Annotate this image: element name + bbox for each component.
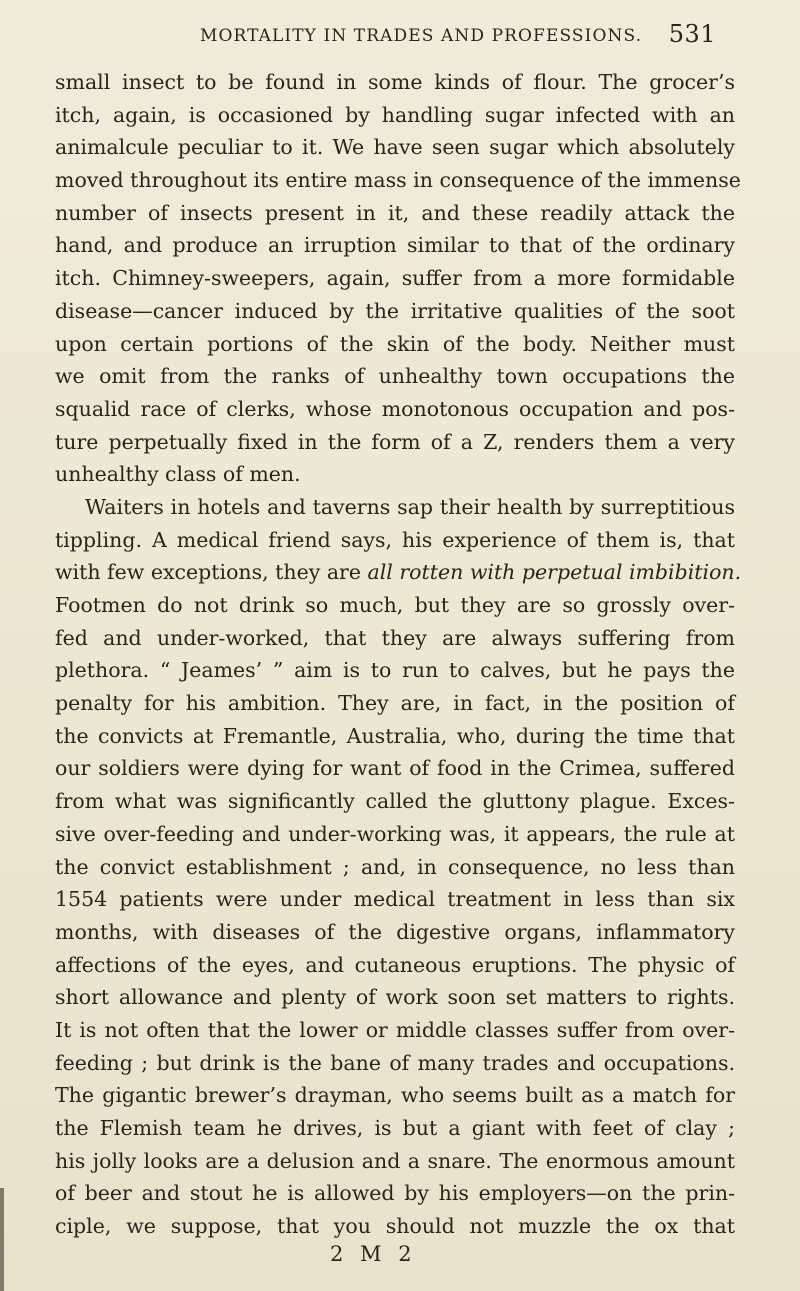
- page-edge-mark: [0, 1188, 4, 1291]
- text-line: months, with diseases of the digestive organs, inflammatory: [55, 919, 735, 944]
- text-line: feeding ; but drink is the bane of many trades and occupations.: [55, 1050, 735, 1075]
- text-line: animalcule peculiar to it. We have seen sugar which absolutely: [55, 135, 735, 160]
- text-line: the convict establishment ; and, in consequence, no less than: [55, 854, 735, 879]
- text-line: moved throughout its entire mass in consequence of the immense: [55, 168, 741, 193]
- text-line: small insect to be found in some kinds of flour. The grocer’s: [55, 70, 735, 94]
- text-line: affections of the eyes, and cutaneous eruptions. The physic of: [55, 952, 735, 977]
- text-line: sive over-feeding and under-working was, it appears, the rule at: [55, 821, 735, 846]
- text-line: ture perpetually fixed in the form of a Z, renders them a very: [55, 429, 735, 454]
- text-line: hand, and produce an irruption similar to that of the ordinary: [55, 233, 735, 258]
- text-line: The gigantic brewer’s drayman, who seems built as a match for: [55, 1083, 735, 1108]
- text-line-roman: with few exceptions, they are: [55, 560, 368, 585]
- text-line: Footmen do not drink so much, but they are so grossly over-: [55, 593, 735, 617]
- text-line: 1554 patients were under medical treatment in less than six: [55, 887, 735, 912]
- text-line: upon certain portions of the skin of the body. Neither must: [55, 331, 735, 356]
- running-head: MORTALITY IN TRADES AND PROFESSIONS.: [200, 26, 643, 46]
- text-line: penalty for his ambition. They are, in fact, in the position of: [55, 691, 735, 716]
- text-line: disease—cancer induced by the irritative qualities of the soot: [55, 298, 735, 323]
- text-line: the Flemish team he drives, is but a giant with feet of clay ;: [55, 1116, 735, 1140]
- signature-mark: 2 M 2: [330, 1242, 417, 1266]
- text-line: [55, 556, 742, 589]
- text-line: tippling. A medical friend says, his experience of them is, that: [55, 527, 735, 552]
- text-line: itch. Chimney-sweepers, again, suffer from a more formidable: [55, 266, 735, 291]
- text-line: itch, again, is occasioned by handling sugar infected with an: [55, 102, 735, 127]
- text-line: plethora. “ Jeames’ ” aim is to run to calves, but he pays the: [55, 658, 735, 683]
- text-line: unhealthy class of men.: [55, 462, 301, 487]
- text-line: It is not often that the lower or middle classes suffer from over-: [55, 1017, 735, 1042]
- text-line: our soldiers were dying for want of food in the Crimea, suffered: [55, 756, 735, 781]
- text-line: his jolly looks are a delusion and a snare. The enormous amount: [55, 1148, 735, 1173]
- body-text: [55, 66, 742, 1243]
- text-line: fed and under-worked, that they are always suffering from: [55, 625, 735, 650]
- text-line: we omit from the ranks of unhealthy town occupations the: [55, 364, 735, 389]
- text-line: ciple, we suppose, that you should not muzzle the ox that: [55, 1214, 735, 1239]
- text-line: squalid race of clerks, whose monotonous occupation and pos-: [55, 396, 735, 421]
- text-line: from what was significantly called the gluttony plague. Exces-: [55, 789, 735, 814]
- page-header: [190, 20, 716, 52]
- text-line: Waiters in hotels and taverns sap their health by surreptitious: [85, 494, 735, 519]
- text-line: of beer and stout he is allowed by his employers—on the prin-: [55, 1181, 735, 1206]
- text-line: the convicts at Fremantle, Australia, who, during the time that: [55, 723, 735, 748]
- text-line: short allowance and plenty of work soon set matters to rights.: [55, 985, 735, 1010]
- text-line: number of insects present in it, and these readily attack the: [55, 200, 735, 225]
- text-line-italic: all rotten with perpetual imbibition.: [367, 560, 742, 585]
- page-number: 531: [668, 20, 716, 48]
